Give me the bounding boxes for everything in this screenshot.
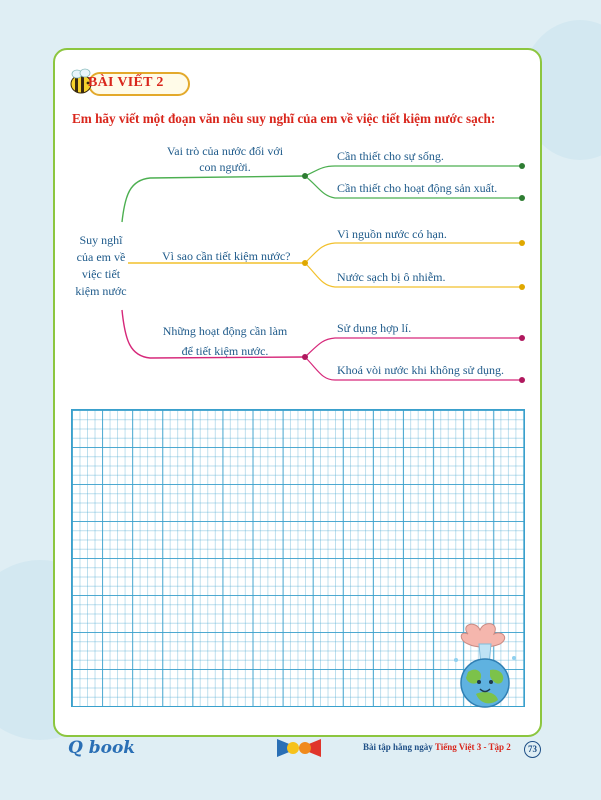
center-line: kiệm nước <box>75 284 127 298</box>
leaf-item: Khoá vòi nước khi không sử dụng. <box>337 363 505 377</box>
mindmap-center <box>70 232 132 300</box>
center-line: Suy nghĩ <box>79 233 123 247</box>
leaf-item: Cần thiết cho hoạt động sản xuất. <box>337 181 498 195</box>
subject-name: Tiếng Việt 3 - Tập 2 <box>434 742 511 752</box>
branch-label-line: để tiết kiệm nước. <box>181 344 269 358</box>
branch-label-actions <box>150 321 300 361</box>
page-number: 73 <box>524 741 541 758</box>
earth-mascot-icon <box>446 620 524 712</box>
leaf-item: Sử dụng hợp lí. <box>337 321 412 335</box>
leaf-item: Nước sạch bị ô nhiễm. <box>337 270 446 284</box>
publisher-logo: Q book <box>68 738 136 758</box>
center-line: của em về <box>76 250 126 264</box>
exercise-prompt: Em hãy viết một đoạn văn nêu suy nghĩ của em về việc tiết kiệm nước sạch: <box>72 111 496 126</box>
branch-label-line: Những hoạt động cần làm <box>162 324 288 338</box>
branch-label-why: Vì sao cần tiết kiệm nước? <box>162 249 291 263</box>
leaf-item: Cần thiết cho sự sống. <box>337 149 444 163</box>
exercise-title: BÀI VIẾT 2 <box>88 75 164 90</box>
leaf-item: Vì nguồn nước có hạn. <box>337 227 447 241</box>
center-line: việc tiết <box>81 267 121 281</box>
branch-label-line: Vai trò của nước đối với <box>166 144 284 158</box>
branch-label-line: con người. <box>199 160 251 174</box>
series-name: Bài tập hằng ngày <box>363 742 433 752</box>
branch-label-role <box>150 143 300 175</box>
cd-logo-icon <box>277 737 321 759</box>
footer-series <box>363 742 511 752</box>
